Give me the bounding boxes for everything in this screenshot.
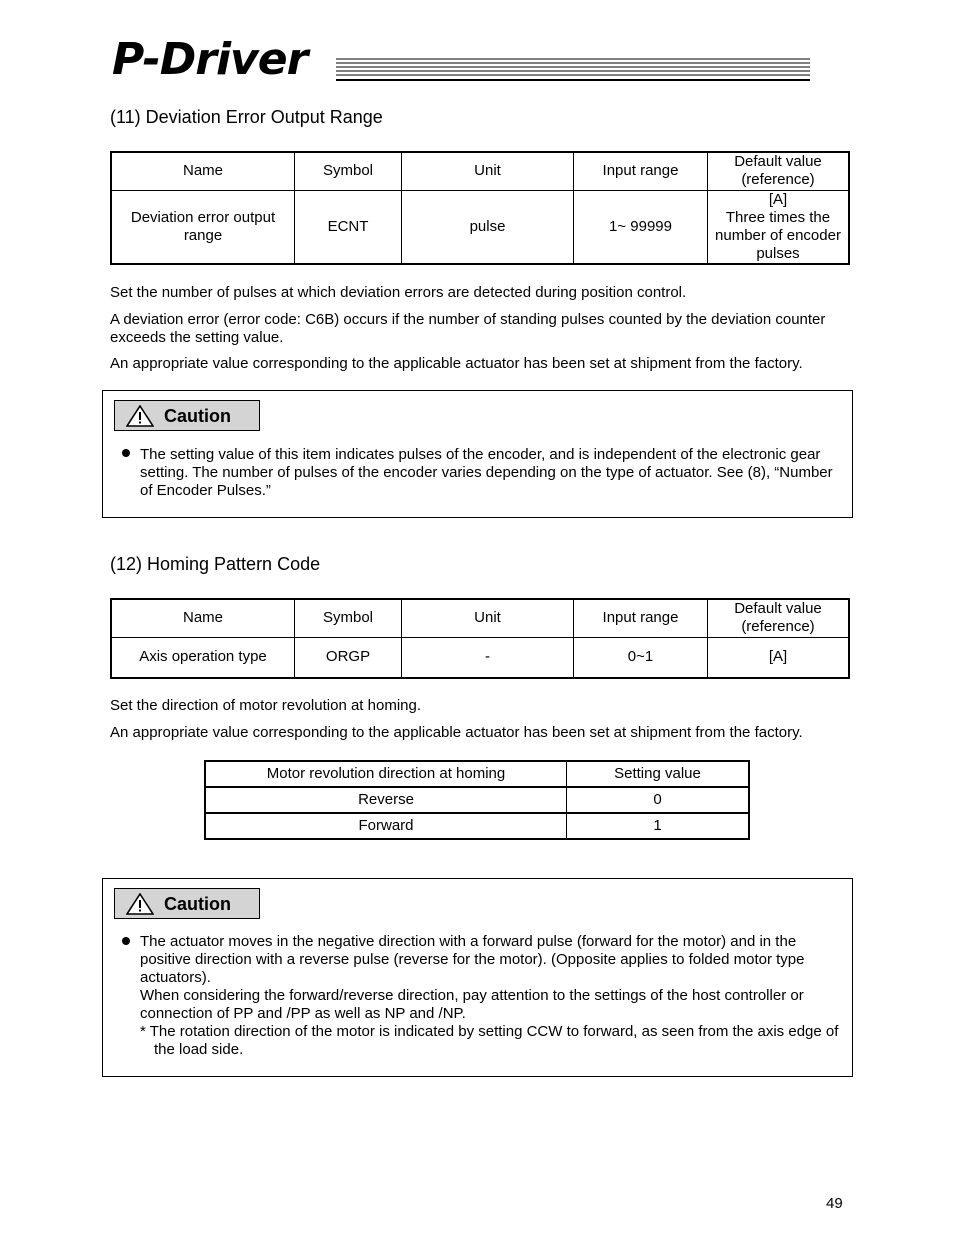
header-setting-value: Setting value	[567, 761, 750, 787]
logo	[112, 34, 307, 86]
table-row	[205, 787, 749, 813]
table-header-row	[111, 152, 849, 190]
caution-title: Caution	[164, 406, 231, 426]
header-symbol: Symbol	[295, 599, 402, 637]
caution-title: Caution	[164, 894, 231, 914]
cell-name: Axis operation type	[111, 637, 295, 678]
deviation-error-table	[110, 151, 850, 265]
cell-setting-value: 1	[567, 813, 750, 839]
caution-text-block	[140, 933, 840, 1059]
logo-rule-lines	[336, 58, 810, 82]
header-default-value: Default value (reference)	[708, 152, 850, 190]
cell-input-range: 1~ 99999	[574, 190, 708, 264]
header-name: Name	[111, 599, 295, 637]
table-row	[111, 637, 849, 678]
cell-default-value: [A] Three times the number of encoder pulses	[708, 190, 850, 264]
warning-triangle-icon	[126, 893, 154, 915]
paragraph: Set the direction of motor revolution at homing.	[110, 697, 422, 714]
paragraph: An appropriate value corresponding to the applicable actuator has been set at shipment from the factory.	[110, 724, 803, 741]
caution-text: The setting value of this item indicates pulses of the encoder, and is independent of the electronic gear setting. The number of pulses of the encoder varies depending on the type of actuator. See (8), “Number of Encoder Pulses.”	[140, 446, 833, 499]
table-header-row	[205, 761, 749, 787]
caution-box	[102, 390, 853, 518]
cell-default-value: [A]	[708, 637, 850, 678]
paragraph: Set the number of pulses at which deviation errors are detected during position control.	[110, 284, 687, 301]
logo-text: P-Driver	[112, 34, 308, 85]
table-row	[205, 813, 749, 839]
table-header-row	[111, 599, 849, 637]
homing-pattern-table	[110, 598, 850, 679]
table-row	[111, 190, 849, 264]
caution-label	[114, 888, 260, 919]
caution-box	[102, 878, 853, 1077]
cell-symbol: ORGP	[295, 637, 402, 678]
header-unit: Unit	[402, 599, 574, 637]
bullet-icon	[122, 449, 130, 457]
section-12-heading: (12) Homing Pattern Code	[110, 554, 321, 574]
cell-input-range: 0~1	[574, 637, 708, 678]
caution-text: When considering the forward/reverse direction, pay attention to the settings of the host controller or connection of PP and /PP as well as NP and /NP.	[140, 987, 804, 1022]
direction-table	[204, 760, 750, 840]
caution-label	[114, 400, 260, 431]
cell-name: Deviation error output range	[111, 190, 295, 264]
cell-unit: pulse	[402, 190, 574, 264]
page-number: 49	[826, 1195, 843, 1212]
header-direction: Motor revolution direction at homing	[205, 761, 567, 787]
header-symbol: Symbol	[295, 152, 402, 190]
bullet-icon	[122, 937, 130, 945]
header-input-range: Input range	[574, 152, 708, 190]
paragraph: An appropriate value corresponding to the applicable actuator has been set at shipment from the factory.	[110, 355, 803, 372]
header-default-value: Default value (reference)	[708, 599, 850, 637]
caution-note: * The rotation direction of the motor is indicated by setting CCW to forward, as seen from the axis edge of the load side.	[140, 1023, 839, 1058]
paragraph: A deviation error (error code: C6B) occurs if the number of standing pulses counted by the deviation counter exceeds the setting value.	[110, 311, 826, 346]
warning-triangle-icon	[126, 405, 154, 427]
header-input-range: Input range	[574, 599, 708, 637]
header-name: Name	[111, 152, 295, 190]
cell-setting-value: 0	[567, 787, 750, 813]
caution-text: The actuator moves in the negative direction with a forward pulse (forward for the motor) and in the positive direction with a reverse pulse (reverse for the motor). (Opposite applies to folded motor type actuators).	[140, 933, 805, 986]
header-unit: Unit	[402, 152, 574, 190]
cell-unit: -	[402, 637, 574, 678]
cell-direction: Reverse	[205, 787, 567, 813]
cell-direction: Forward	[205, 813, 567, 839]
cell-symbol: ECNT	[295, 190, 402, 264]
section-11-heading: (11) Deviation Error Output Range	[110, 107, 383, 127]
